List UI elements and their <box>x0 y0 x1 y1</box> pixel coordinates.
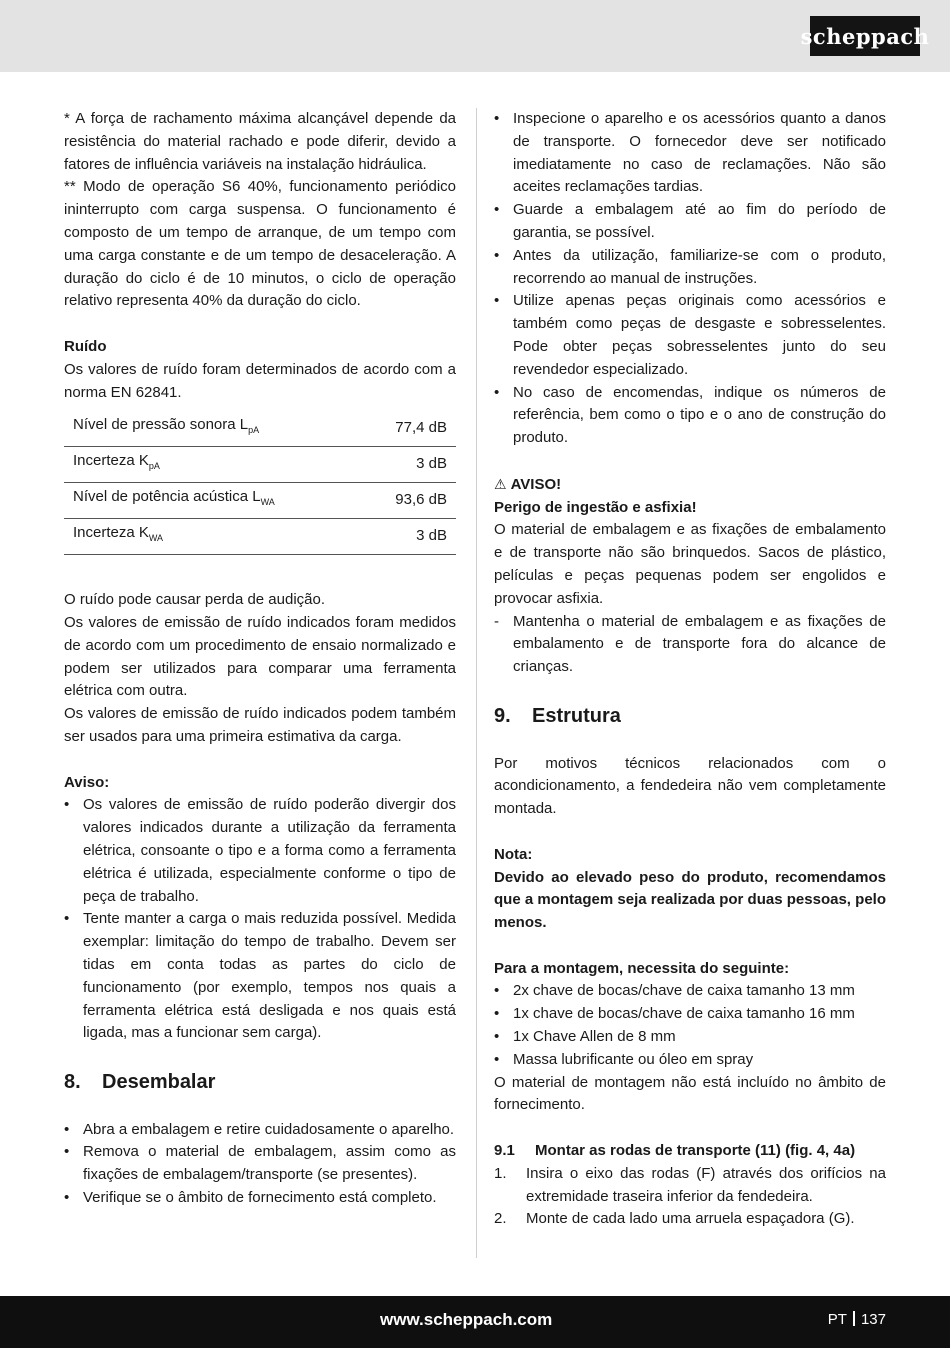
list-item: • Os valores de emissão de ruído poderão divergir dos valores indicados durante a utilização da ferramenta elétrica, consoante o tipo e a forma como a ferramenta elétrica é utilizada, especialmente conforme o tipo de peça de trabalho. <box>64 796 456 905</box>
noise-intro: Os valores de ruído foram determinados de acordo com a norma EN 62841. <box>64 360 456 401</box>
warning-title: ⚠ AVISO! <box>494 475 562 493</box>
list-item: • Abra a embalagem e retire cuidadosamente o aparelho. <box>64 1120 455 1138</box>
footer-url[interactable]: www.scheppach.com <box>380 1310 553 1329</box>
noise-estimate-text: Os valores de emissão de ruído indicados podem também ser usados para uma primeira estimativa da carga. <box>64 705 456 745</box>
scheppach-logo: scheppach <box>810 16 920 56</box>
footnote-splitting-force: * A força de rachamento máxima alcançável depende da resistência do material rachado e pode diferir, devido a fatores de influência variáveis na instalação hidráulica. <box>64 110 456 173</box>
assembly-note: O material de montagem não está incluído no âmbito de fornecimento. <box>494 1073 886 1114</box>
column-divider <box>476 108 477 1258</box>
warning-text: O material de embalagem e as fixações de embalamento e de transporte não são brinquedos. Sacos de plástico, películas e peças pequenas podem ser engolidos e provocar asfixia. <box>494 521 886 607</box>
noise-label: Incerteza $K_{WA}$ <box>64 519 362 555</box>
note-heading: Nota: <box>494 845 533 863</box>
header-band <box>0 0 950 72</box>
warning-dash-list <box>494 611 886 679</box>
list-item: • 2x chave de bocas/chave de caixa tamanho 13 mm <box>494 982 855 1000</box>
noise-value: 3 dB <box>362 519 456 555</box>
table-row <box>64 447 456 483</box>
noise-value: 3 dB <box>362 447 456 483</box>
assembly-list <box>494 980 886 1071</box>
list-item: - Mantenha o material de embalagem e as fixações de embalamento e de transporte fora do alcance de crianças. <box>494 612 886 676</box>
noise-value: 77,4 dB <box>362 411 456 447</box>
noise-label: Nível de pressão sonora $L_{pA}$ <box>64 411 362 447</box>
noise-label: Incerteza $K_{pA}$ <box>64 447 362 483</box>
list-item: • 1x chave de bocas/chave de caixa tamanho 16 mm <box>494 1005 855 1023</box>
warning-triangle-icon: ⚠ <box>494 475 507 492</box>
page-number: PT 137 <box>827 1311 886 1328</box>
table-row <box>64 519 456 555</box>
unpack-list-continued <box>494 108 886 450</box>
steps-list <box>494 1163 886 1231</box>
warning-subtitle: Perigo de ingestão e asfixia! <box>494 498 697 516</box>
list-item: • Guarde a embalagem até ao fim do período de garantia, se possível. <box>494 201 886 241</box>
left-column <box>64 108 456 1210</box>
unpack-list <box>64 1119 456 1210</box>
list-item: • Massa lubrificante ou óleo em spray <box>494 1050 754 1068</box>
right-column <box>494 108 886 1231</box>
section-9-heading: 9. Estrutura <box>494 704 621 727</box>
subsection-9-1-heading: 9.1 Montar as rodas de transporte (11) (fig. 4, 4a) <box>494 1142 856 1160</box>
list-item: • 1x Chave Allen de 8 mm <box>494 1028 676 1046</box>
aviso-heading: Aviso: <box>64 773 110 791</box>
noise-hearing-warning: O ruído pode causar perda de audição. <box>64 591 326 609</box>
list-item: • No caso de encomendas, indique os números de referência, bem como o tipo e o ano de construção do produto. <box>494 383 886 447</box>
noise-table <box>64 411 456 555</box>
list-item: • Utilize apenas peças originais como acessórios e também como peças de desgaste e sobresselentes. Pode obter peças sobresselentes junto do seu revendedor especializado. <box>494 292 886 378</box>
list-item: • Tente manter a carga o mais reduzida possível. Medida exemplar: limitação do tempo de trabalho. Devem ser tidas em conta todas as partes do ciclo de funcionamento (por exemplo, tempos nos quais a ferramenta elétrica está desligada e nos quais está ligada, mas a funcionar sem carga). <box>64 910 456 1042</box>
note-text: Devido ao elevado peso do produto, recomendamos que a montagem seja realizada por duas pessoas, pelo menos. <box>494 868 886 932</box>
table-row <box>64 483 456 519</box>
noise-heading: Ruído <box>64 337 107 355</box>
structure-text: Por motivos técnicos relacionados com o acondicionamento, a fendedeira não vem completamente montada. <box>494 754 886 818</box>
list-item: 2. Monte de cada lado uma arruela espaçadora (G). <box>494 1210 855 1228</box>
aviso-list <box>64 794 456 1045</box>
noise-label: Nível de potência acústica $L_{WA}$ <box>64 483 362 519</box>
list-item: • Inspecione o aparelho e os acessórios quanto a danos de transporte. O fornecedor deve ser notificado imediatamente no caso de reclamações. Não são aceites reclamações tardias. <box>494 110 886 196</box>
list-item: • Remova o material de embalagem, assim como as fixações de embalagem/transporte (se presentes). <box>64 1143 456 1184</box>
noise-emission-text: Os valores de emissão de ruído indicados foram medidos de acordo com um procedimento de ensaio normalizado e podem ser utilizados para comparar uma ferramenta elétrica com outra. <box>64 613 456 700</box>
assembly-heading: Para a montagem, necessita do seguinte: <box>494 959 790 977</box>
section-8-heading: 8. Desembalar <box>64 1070 216 1093</box>
noise-value: 93,6 dB <box>362 483 456 519</box>
footer <box>0 1296 950 1348</box>
list-item: 1. Insira o eixo das rodas (F) através dos orifícios na extremidade traseira inferior da fendedeira. <box>494 1164 886 1205</box>
footnote-operation-mode: ** Modo de operação S6 40%, funcionamento periódico ininterrupto com carga suspensa. O funcionamento é composto de um tempo de arranque, de um tempo com uma carga constante e de um tempo de desaceleração. A duração do ciclo é de 10 minutos, o ciclo de operação relativo representa 40% da duração do ciclo. <box>64 178 456 310</box>
list-item: • Verifique se o âmbito de fornecimento está completo. <box>64 1189 437 1207</box>
table-row <box>64 411 456 447</box>
list-item: • Antes da utilização, familiarize-se com o produto, recorrendo ao manual de instruções. <box>494 246 886 287</box>
